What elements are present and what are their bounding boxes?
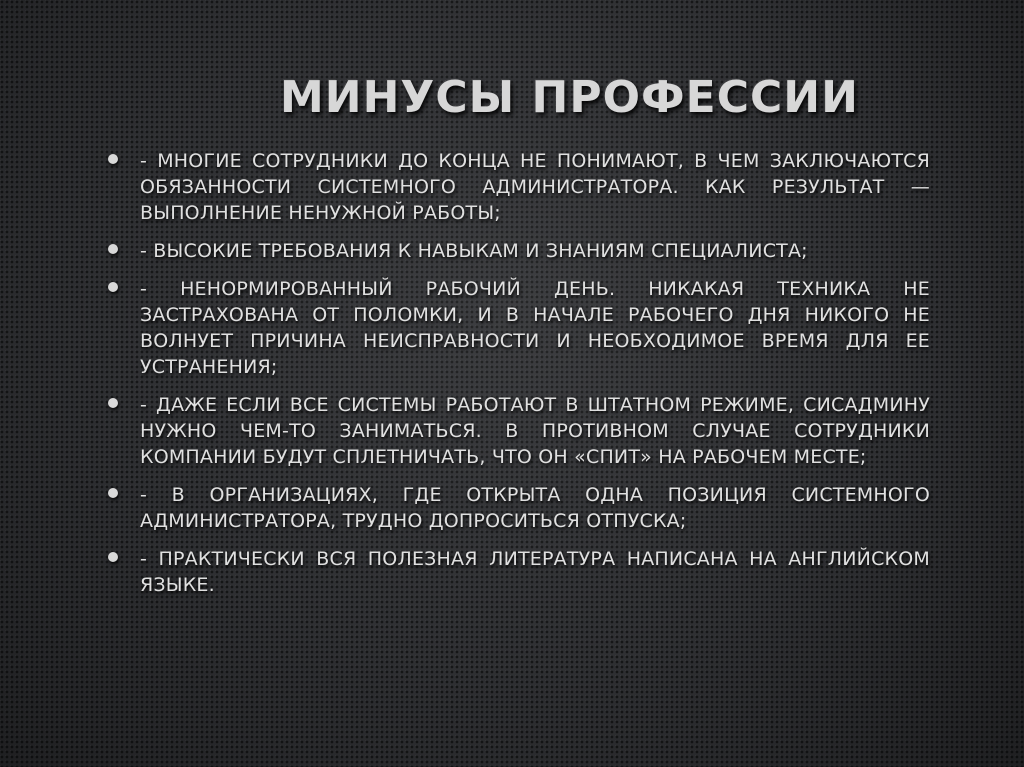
list-item (108, 276, 930, 380)
list-item (108, 238, 930, 264)
bullet-point-icon (108, 552, 118, 562)
bullet-text: - В ОРГАНИЗАЦИЯХ, ГДЕ ОТКРЫТА ОДНА ПОЗИЦИЯ СИСТЕМНОГО АДМИНИСТРАТОРА, ТРУДНО ДОПРОСИТЬСЯ ОТПУСКА; (140, 484, 930, 532)
list-item (108, 392, 930, 470)
bullet-text: - МНОГИЕ СОТРУДНИКИ ДО КОНЦА НЕ ПОНИМАЮТ, В ЧЕМ ЗАКЛЮЧАЮТСЯ ОБЯЗАННОСТИ СИСТЕМНОГО АДМИНИСТРАТОРА. КАК РЕЗУЛЬТАТ — ВЫПОЛНЕНИЕ НЕНУЖНОЙ РАБОТЫ; (140, 150, 930, 224)
bullet-point-icon (108, 154, 118, 164)
list-item (108, 148, 930, 226)
list-item (108, 546, 930, 598)
bullet-point-icon (108, 398, 118, 408)
list-item (108, 482, 930, 534)
bullet-point-icon (108, 488, 118, 498)
bullet-list (108, 148, 930, 610)
bullet-text: - ПРАКТИЧЕСКИ ВСЯ ПОЛЕЗНАЯ ЛИТЕРАТУРА НАПИСАНА НА АНГЛИЙСКОМ ЯЗЫКЕ. (140, 548, 930, 596)
bullet-text: - ВЫСОКИЕ ТРЕБОВАНИЯ К НАВЫКАМ И ЗНАНИЯМ СПЕЦИАЛИСТА; (140, 240, 808, 262)
slide-title: МИНУСЫ ПРОФЕССИИ (280, 72, 859, 123)
bullet-point-icon (108, 282, 118, 292)
bullet-text: - НЕНОРМИРОВАННЫЙ РАБОЧИЙ ДЕНЬ. НИКАКАЯ ТЕХНИКА НЕ ЗАСТРАХОВАНА ОТ ПОЛОМКИ, И В НАЧАЛЕ РАБОЧЕГО ДНЯ НИКОГО НЕ ВОЛНУЕТ ПРИЧИНА НЕИСПРАВНОСТИ И НЕОБХОДИМОЕ ВРЕМЯ ДЛЯ ЕЕ УСТРАНЕНИЯ; (140, 278, 930, 378)
bullet-text: - ДАЖЕ ЕСЛИ ВСЕ СИСТЕМЫ РАБОТАЮТ В ШТАТНОМ РЕЖИМЕ, СИСАДМИНУ НУЖНО ЧЕМ-ТО ЗАНИМАТЬСЯ. В ПРОТИВНОМ СЛУЧАЕ СОТРУДНИКИ КОМПАНИИ БУДУТ СПЛЕТНИЧАТЬ, ЧТО ОН «СПИТ» НА РАБОЧЕМ МЕСТЕ; (140, 394, 930, 468)
bullet-point-icon (108, 244, 118, 254)
